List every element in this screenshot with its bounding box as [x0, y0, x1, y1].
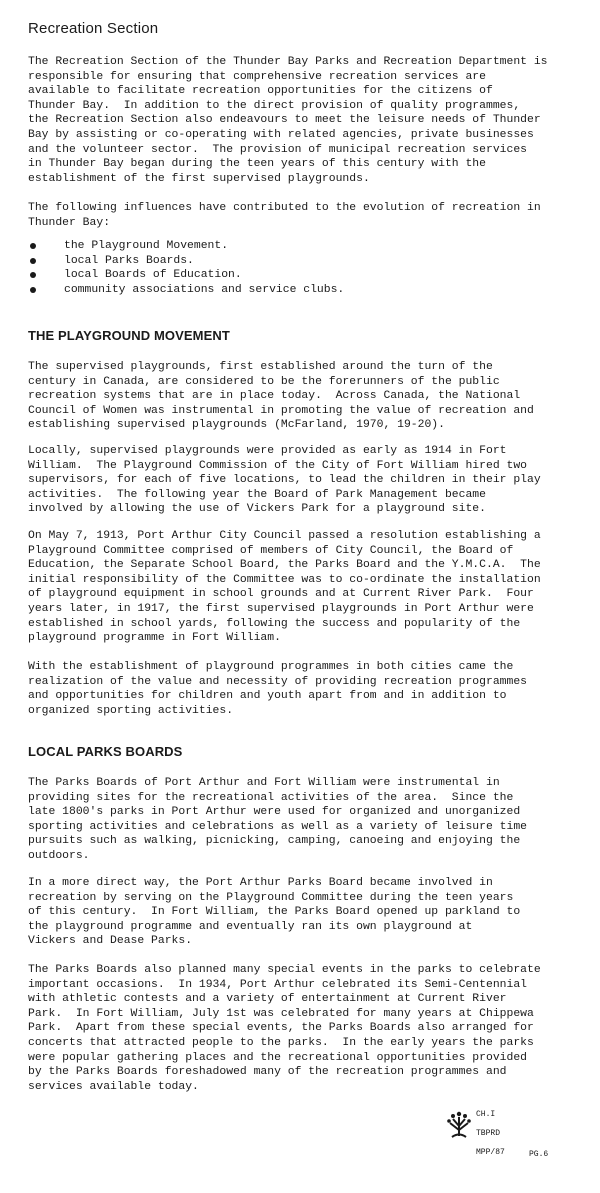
list-item: local Parks Boards.: [28, 254, 344, 269]
section-heading-parks: LOCAL PARKS BOARDS: [28, 744, 183, 759]
parks-paragraph-3: The Parks Boards also planned many special events in the parks to celebrate important occasions. In 1934, Port Arthur celebrated its Semi-Centennial with athletic contests and a variety of entertainment at Current River Park. In Fort William, July 1st was celebrated for many years at Chippewa Park. Apart from these special events, the Parks Boards also arranged for concerts that attracted people to the parks. In the early years the parks were popular gathering places and the recreational opportunities provided by the Parks Boards foreshadowed many of the recreation programmes and services available today.: [28, 964, 541, 1093]
playground-paragraph-2: Locally, supervised playgrounds were provided as early as 1914 in Fort William. The Playground Commission of the City of Fort William hired two supervisors, for each of five locations, to lead the children in their play activities. The following year the Board of Park Management became involved by allowing the use of Vickers Park for a playground site.: [28, 445, 541, 516]
footer-code-chapter: CH.I: [476, 1110, 496, 1119]
section-heading-playground: THE PLAYGROUND MOVEMENT: [28, 328, 230, 343]
page-number: PG.6: [529, 1150, 549, 1159]
playground-paragraph-1: The supervised playgrounds, first established around the turn of the century in Canada, are considered to be the forerunners of the public recreation systems that are in place today. Across Canada, the National Council of Women was instrumental in promoting the value of recreation and establishing supervised playgrounds (McFarland, 1970, 19-20).: [28, 361, 534, 432]
footer-code-department: TBPRD: [476, 1129, 501, 1138]
playground-paragraph-4: With the establishment of playground programmes in both cities came the realization of the value and necessity of providing recreation programmes and opportunities for children and youth apart from and in addition to organized sporting activities.: [28, 661, 527, 717]
list-item: community associations and service clubs.: [28, 283, 344, 298]
footer-code-block: [446, 1108, 576, 1168]
playground-paragraph-3: On May 7, 1913, Port Arthur City Council passed a resolution establishing a Playground Committee comprised of members of City Council, the Board of Education, the Separate School Board, the Parks Board and the Y.M.C.A. The initial responsibility of the Committee was to co-ordinate the installation of playground equipment in school grounds and at Current River Park. Four years later, in 1917, the first supervised playgrounds in Port Arthur were established in school yards, following the success and popularity of the playground programme in Fort William.: [28, 530, 541, 645]
parks-paragraph-2: In a more direct way, the Port Arthur Parks Board became involved in recreation by serving on the Playground Committee during the teen years of this century. In Fort William, the Parks Board opened up parkland to the playground programme and eventually ran its own playground at Vickers and Dease Parks.: [28, 877, 521, 948]
page-title: Recreation Section: [28, 20, 159, 37]
influences-paragraph: The following influences have contributed to the evolution of recreation in Thunder Bay:: [28, 202, 541, 229]
influences-list: [28, 239, 344, 297]
parks-paragraph-1: The Parks Boards of Port Arthur and Fort William were instrumental in providing sites for the recreational activities of the area. Since the late 1800's parks in Port Arthur were used for organized and unorganized sporting activities and celebrations as well as a variety of leisure time pursuits such as walking, picnicking, camping, canoeing and enjoying the outdoors.: [28, 777, 527, 862]
intro-paragraph: The Recreation Section of the Thunder Bay Parks and Recreation Department is responsible for ensuring that comprehensive recreation services are available to facilitate recreation opportunities for the citizens of Thunder Bay. In addition to the direct provision of quality programmes, the Recreation Section also endeavours to meet the leisure needs of Thunder Bay by assisting or co-operating with related agencies, private businesses and the volunteer sector. The provision of municipal recreation services in Thunder Bay began during the teen years of this century with the establishment of the first supervised playgrounds.: [28, 56, 548, 185]
list-item: the Playground Movement.: [28, 239, 344, 254]
tbprd-tree-logo-icon: [446, 1110, 472, 1140]
list-item: local Boards of Education.: [28, 268, 344, 283]
footer-code-document: MPP/87: [476, 1148, 505, 1157]
